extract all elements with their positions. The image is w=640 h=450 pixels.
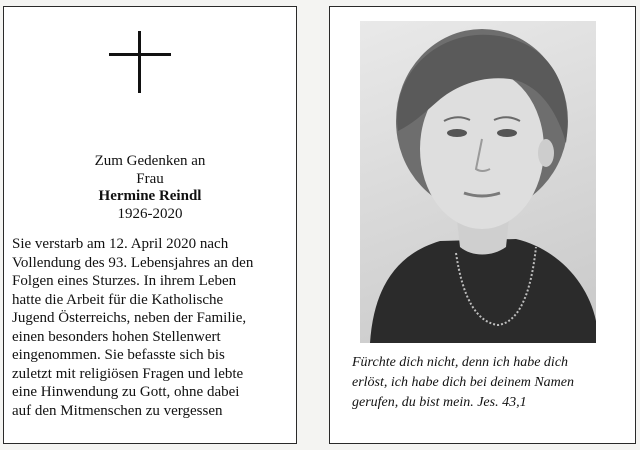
obituary-line: Folgen eines Sturzes. In ihrem Leben	[12, 273, 237, 289]
life-years: 1926-2020	[117, 205, 183, 222]
obituary-line: auf den Mitmenschen zu vergessen	[12, 402, 223, 419]
memorial-card-left	[3, 6, 297, 444]
portrait-photo	[360, 21, 596, 343]
memorial-card-right	[329, 6, 636, 444]
cross-icon	[109, 31, 171, 93]
obituary-line: eingenommen. Sie befasste sich bis	[12, 347, 225, 363]
bible-quote	[352, 353, 632, 413]
obituary-line: eine Hinwendung zu Gott, ohne dabei	[12, 384, 240, 400]
cross-horizontal-bar	[109, 53, 171, 56]
heading-line-2: Frau	[136, 170, 164, 187]
deceased-name: Hermine Reindl	[98, 188, 202, 204]
obituary-line: hatte die Arbeit für die Katholische	[12, 291, 224, 308]
portrait-illustration	[360, 21, 596, 343]
quote-line: gerufen, du bist mein. Jes. 43,1	[352, 395, 527, 410]
quote-line: Fürchte dich nicht, denn ich habe dich	[352, 355, 569, 370]
quote-line: erlöst, ich habe dich bei deinem Namen	[352, 375, 575, 390]
obituary-text	[12, 235, 294, 420]
obituary-line: Vollendung des 93. Lebensjahres an den	[12, 254, 254, 271]
obituary-line: Jugend Österreichs, neben der Familie,	[12, 310, 247, 326]
heading-line-1: Zum Gedenken an	[94, 153, 206, 169]
cross-vertical-bar	[138, 31, 141, 93]
obituary-line: einen besonders hohen Stellenwert	[12, 328, 221, 345]
obituary-line: Sie verstarb am 12. April 2020 nach	[12, 236, 229, 252]
memorial-heading	[4, 153, 296, 223]
obituary-line: zuletzt mit religiösen Fragen und lebte	[12, 365, 244, 382]
